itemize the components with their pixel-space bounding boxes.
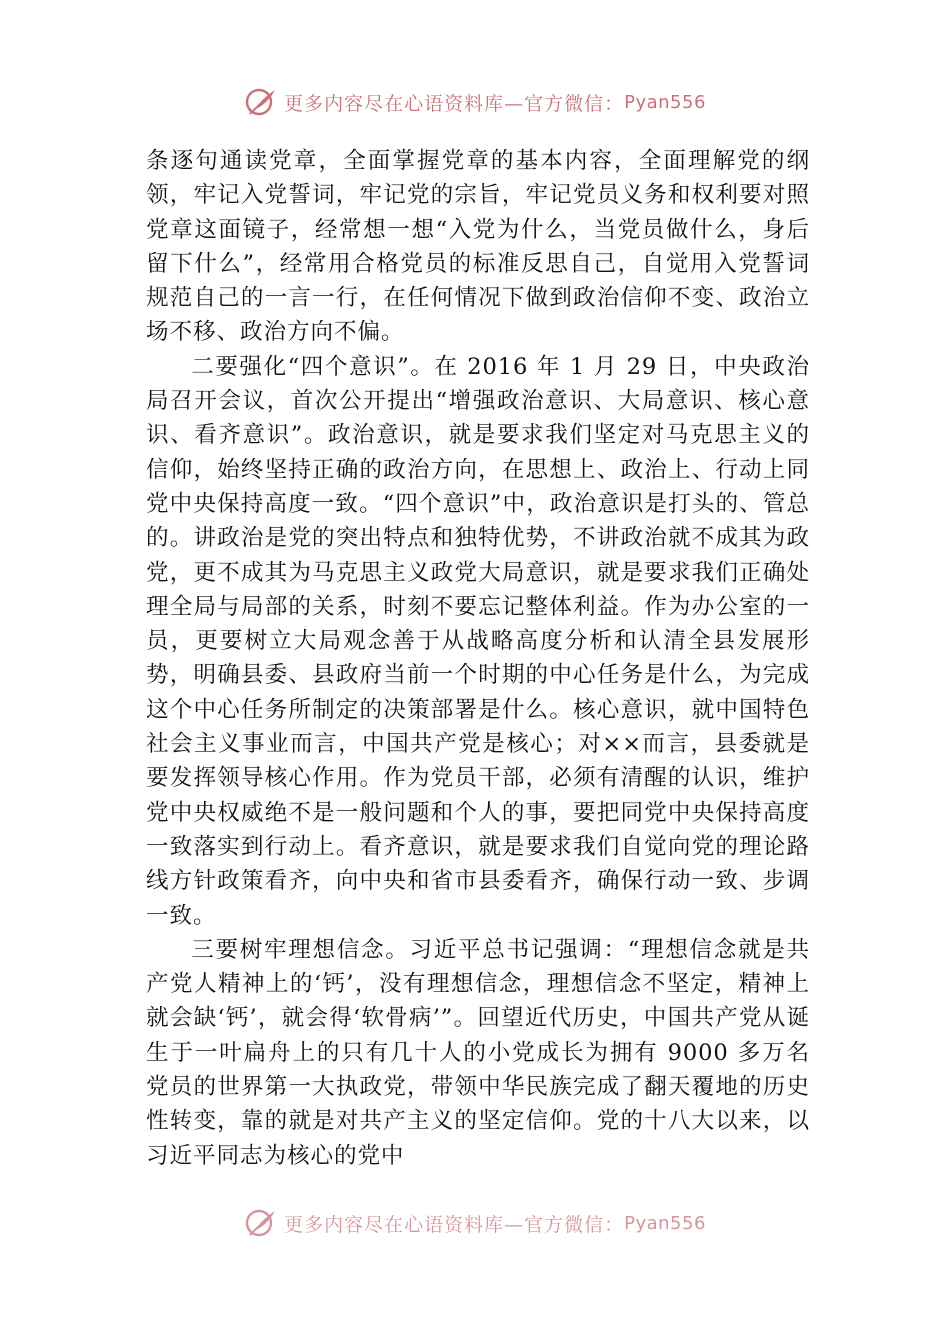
header-banner-text: 更多内容尽在心语资料库—官方微信： — [284, 92, 625, 115]
footer-watermark-banner — [0, 1205, 950, 1241]
quill-logo-icon — [244, 1208, 278, 1238]
footer-banner-text: 更多内容尽在心语资料库—官方微信： — [284, 1213, 625, 1236]
header-banner-account: Pyan556 — [624, 91, 706, 113]
footer-banner-account: Pyan556 — [624, 1212, 706, 1234]
header-watermark-banner — [0, 84, 950, 120]
document-body — [146, 144, 810, 1173]
quill-logo-icon — [244, 87, 278, 117]
paragraph-2: 二要强化“四个意识”。在 2016 年 1 月 29 日，中央政治局召开会议，首次公开提出“增强政治意识、大局意识、核心意识、看齐意识”。政治意识，就是要求我们坚定对马克思主义的信仰，始终坚持正确的政治方向，在思想上、政治上、行动上同党中央保持高度一致。“四个意识”中，政治意识是打头的、管总的。讲政治是党的突出特点和独特优势，不讲政治就不成其为政党，更不成其为马克思主义政党大局意识，就是要求我们正确处理全局与局部的关系，时刻不要忘记整体利益。作为办公室的一员，更要树立大局观念善于从战略高度分析和认清全县发展形势，明确县委、县政府当前一个时期的中心任务是什么，为完成这个中心任务所制定的决策部署是什么。核心意识，就中国特色社会主义事业而言，中国共产党是核心；对××而言，县委就是要发挥领导核心作用。作为党员干部，必须有清醒的认识，维护党中央权威绝不是一般问题和个人的事，要把同党中央保持高度一致落实到行动上。看齐意识，就是要求我们自觉向党的理论路线方针政策看齐，向中央和省市县委看齐，确保行动一致、步调一致。 — [146, 353, 810, 929]
paragraph-1: 条逐句通读党章，全面掌握党章的基本内容，全面理解党的纲领，牢记入党誓词，牢记党的宗旨，牢记党员义务和权利要对照党章这面镜子，经常想一想“入党为什么，当党员做什么，身后留下什么”，经常用合格党员的标准反思自己，自觉用入党誓词规范自己的一言一行，在任何情况下做到政治信仰不变、政治立场不移、政治方向不偏。 — [146, 148, 810, 346]
paragraph-3: 三要树牢理想信念。习近平总书记强调：“理想信念就是共产党人精神上的‘钙’，没有理想信念，理想信念不坚定，精神上就会缺‘钙’，就会得‘软骨病’”。回望近代历史，中国共产党从诞生于一叶扁舟上的只有几十人的小党成长为拥有 9000 多万名党员的世界第一大执政党，带领中华民族完成了翻天覆地的历史性转变，靠的就是对共产主义的坚定信仰。党的十八大以来，以习近平同志为核心的党中 — [146, 936, 810, 1169]
